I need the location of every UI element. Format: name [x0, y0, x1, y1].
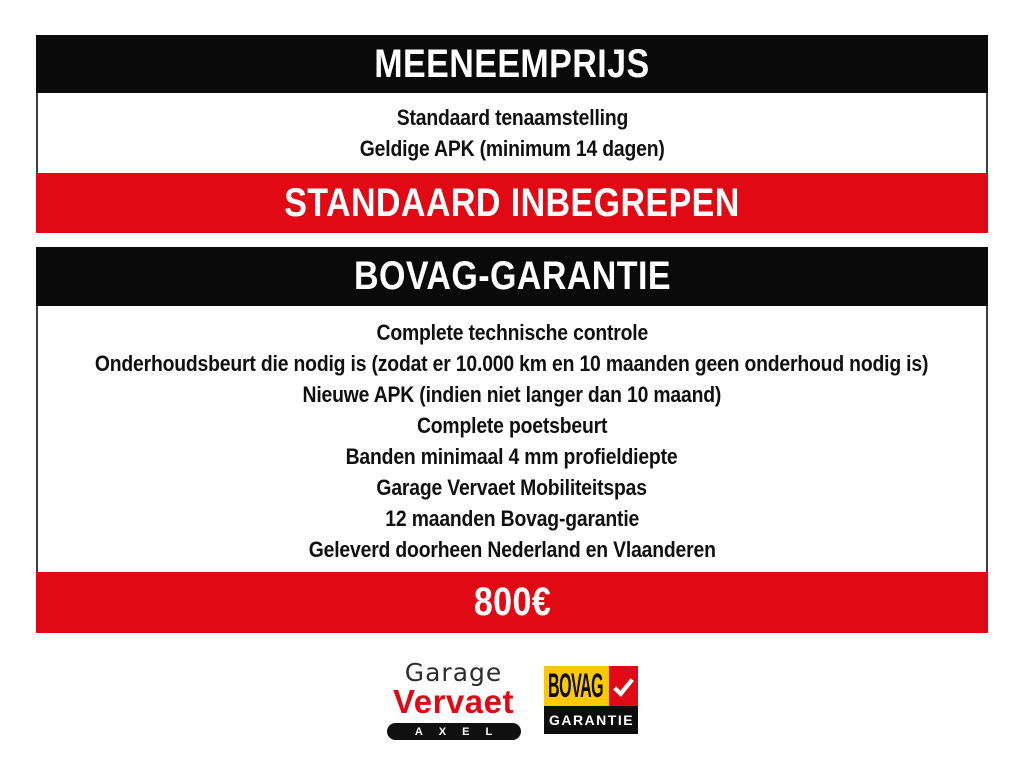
meeneemprijs-title: MEENEEMPRIJS [374, 41, 650, 86]
list-item: Onderhoudsbeurt die nodig is (zodat er 10.000 km en 10 maanden geen onderhoud nodig is) [95, 351, 929, 376]
bovag-check-block [609, 666, 638, 706]
bovag-wordmark: BOVAG [548, 666, 604, 705]
list-item: Garage Vervaet Mobiliteitspas [376, 475, 648, 500]
bovag-wordmark-block [544, 666, 609, 706]
card-meeneemprijs [36, 35, 988, 233]
card-divider [36, 233, 988, 247]
standaard-inbegrepen-label: STANDAARD INBEGREPEN [284, 180, 740, 225]
bovag-garantie-title: BOVAG-GARANTIE [353, 254, 671, 298]
logos-row [36, 660, 988, 740]
bovag-logo-top [544, 666, 638, 706]
vervaet-text: Vervaet [393, 683, 514, 720]
price-bar [36, 572, 988, 633]
axel-badge: AXEL [387, 723, 521, 740]
meeneemprijs-items-list [36, 93, 988, 173]
garage-text: Garage [404, 658, 503, 687]
garantie-label: GARANTIE [548, 712, 635, 728]
bovag-garantie-logo [544, 666, 638, 734]
list-item: Nieuwe APK (indien niet langer dan 10 maand) [302, 382, 722, 407]
price-label: 800€ [473, 580, 551, 624]
sheet-content [36, 35, 988, 740]
garage-vervaet-logo [387, 660, 521, 740]
list-item: Complete poetsbeurt [416, 413, 608, 438]
bovag-garantie-items-list [36, 306, 988, 572]
list-item: Standaard tenaamstelling [396, 105, 628, 130]
list-item: Banden minimaal 4 mm profieldiepte [346, 444, 678, 469]
list-item: Geldige APK (minimum 14 dagen) [359, 136, 665, 161]
bovag-garantie-header-bar [36, 247, 988, 306]
check-icon [611, 676, 635, 697]
standaard-inbegrepen-bar [36, 173, 988, 233]
meeneemprijs-header-bar [36, 35, 988, 93]
list-item: Complete technische controle [376, 320, 648, 345]
list-item: 12 maanden Bovag-garantie [385, 506, 639, 531]
bovag-garantie-bar [544, 706, 638, 734]
list-item: Geleverd doorheen Nederland en Vlaanderen [308, 537, 716, 562]
card-bovag-garantie [36, 247, 988, 633]
